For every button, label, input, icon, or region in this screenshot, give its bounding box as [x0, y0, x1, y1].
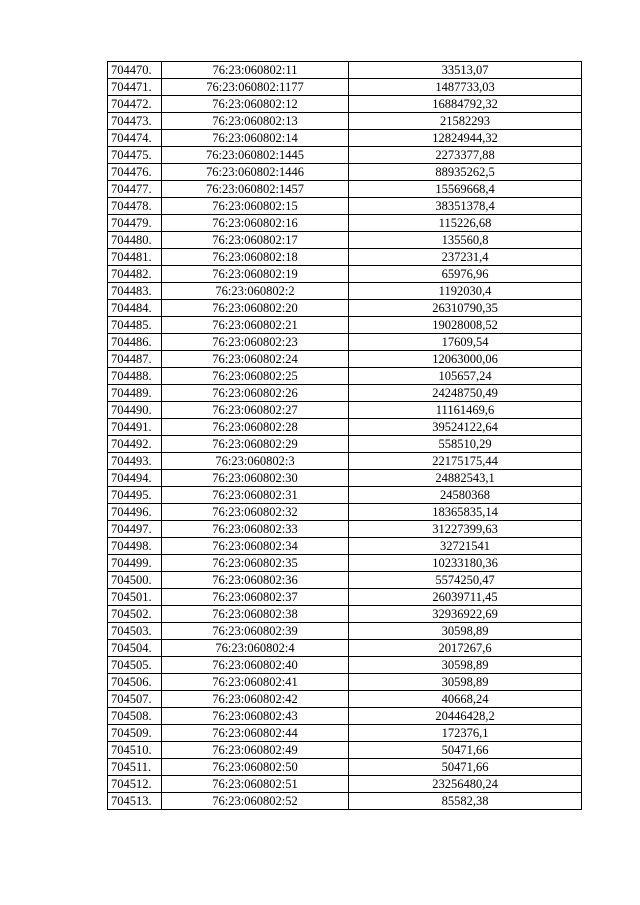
table-row — [108, 232, 582, 249]
row-number-cell: 704500. — [108, 572, 162, 589]
value-cell: 17609,54 — [349, 334, 582, 351]
row-number-cell: 704491. — [108, 419, 162, 436]
cadastral-number-cell: 76:23:060802:20 — [162, 300, 349, 317]
value-cell: 105657,24 — [349, 368, 582, 385]
table-row — [108, 453, 582, 470]
value-cell: 26039711,45 — [349, 589, 582, 606]
cadastral-number-cell: 76:23:060802:43 — [162, 708, 349, 725]
row-number-cell: 704507. — [108, 691, 162, 708]
row-number-cell: 704493. — [108, 453, 162, 470]
value-cell: 30598,89 — [349, 674, 582, 691]
cadastral-number-cell: 76:23:060802:15 — [162, 198, 349, 215]
cadastral-number-cell: 76:23:060802:18 — [162, 249, 349, 266]
cadastral-number-cell: 76:23:060802:21 — [162, 317, 349, 334]
value-cell: 2273377,88 — [349, 147, 582, 164]
cadastral-number-cell: 76:23:060802:23 — [162, 334, 349, 351]
table-row — [108, 215, 582, 232]
value-cell: 30598,89 — [349, 623, 582, 640]
cadastral-number-cell: 76:23:060802:4 — [162, 640, 349, 657]
value-cell: 135560,8 — [349, 232, 582, 249]
row-number-cell: 704477. — [108, 181, 162, 198]
row-number-cell: 704492. — [108, 436, 162, 453]
cadastral-number-cell: 76:23:060802:31 — [162, 487, 349, 504]
cadastral-number-cell: 76:23:060802:16 — [162, 215, 349, 232]
table-row — [108, 62, 582, 79]
table-row — [108, 300, 582, 317]
row-number-cell: 704511. — [108, 759, 162, 776]
value-cell: 20446428,2 — [349, 708, 582, 725]
value-cell: 24580368 — [349, 487, 582, 504]
row-number-cell: 704479. — [108, 215, 162, 232]
row-number-cell: 704503. — [108, 623, 162, 640]
value-cell: 31227399,63 — [349, 521, 582, 538]
cadastral-number-cell: 76:23:060802:36 — [162, 572, 349, 589]
table-row — [108, 181, 582, 198]
cadastral-number-cell: 76:23:060802:25 — [162, 368, 349, 385]
value-cell: 18365835,14 — [349, 504, 582, 521]
row-number-cell: 704484. — [108, 300, 162, 317]
table-row — [108, 113, 582, 130]
value-cell: 65976,96 — [349, 266, 582, 283]
row-number-cell: 704509. — [108, 725, 162, 742]
row-number-cell: 704472. — [108, 96, 162, 113]
table-row — [108, 402, 582, 419]
value-cell: 21582293 — [349, 113, 582, 130]
row-number-cell: 704487. — [108, 351, 162, 368]
table-row — [108, 793, 582, 810]
table-row — [108, 776, 582, 793]
row-number-cell: 704482. — [108, 266, 162, 283]
row-number-cell: 704512. — [108, 776, 162, 793]
value-cell: 33513,07 — [349, 62, 582, 79]
cadastral-number-cell: 76:23:060802:26 — [162, 385, 349, 402]
table-row — [108, 691, 582, 708]
cadastral-number-cell: 76:23:060802:19 — [162, 266, 349, 283]
cadastral-number-cell: 76:23:060802:14 — [162, 130, 349, 147]
row-number-cell: 704490. — [108, 402, 162, 419]
value-cell: 2017267,6 — [349, 640, 582, 657]
value-cell: 24248750,49 — [349, 385, 582, 402]
row-number-cell: 704478. — [108, 198, 162, 215]
value-cell: 12063000,06 — [349, 351, 582, 368]
table-row — [108, 470, 582, 487]
row-number-cell: 704473. — [108, 113, 162, 130]
table-row — [108, 147, 582, 164]
table-row — [108, 130, 582, 147]
cadastral-number-cell: 76:23:060802:13 — [162, 113, 349, 130]
cadastral-number-cell: 76:23:060802:1446 — [162, 164, 349, 181]
table-row — [108, 572, 582, 589]
row-number-cell: 704486. — [108, 334, 162, 351]
value-cell: 39524122,64 — [349, 419, 582, 436]
table-row — [108, 708, 582, 725]
table-row — [108, 249, 582, 266]
row-number-cell: 704502. — [108, 606, 162, 623]
row-number-cell: 704474. — [108, 130, 162, 147]
value-cell: 50471,66 — [349, 759, 582, 776]
cadastral-number-cell: 76:23:060802:51 — [162, 776, 349, 793]
cadastral-number-cell: 76:23:060802:3 — [162, 453, 349, 470]
row-number-cell: 704476. — [108, 164, 162, 181]
table-row — [108, 334, 582, 351]
table-row — [108, 487, 582, 504]
cadastral-number-cell: 76:23:060802:49 — [162, 742, 349, 759]
table-row — [108, 555, 582, 572]
row-number-cell: 704470. — [108, 62, 162, 79]
table-row — [108, 742, 582, 759]
row-number-cell: 704510. — [108, 742, 162, 759]
table-row — [108, 725, 582, 742]
cadastral-number-cell: 76:23:060802:40 — [162, 657, 349, 674]
row-number-cell: 704485. — [108, 317, 162, 334]
value-cell: 88935262,5 — [349, 164, 582, 181]
row-number-cell: 704494. — [108, 470, 162, 487]
row-number-cell: 704497. — [108, 521, 162, 538]
cadastral-number-cell: 76:23:060802:44 — [162, 725, 349, 742]
cadastral-number-cell: 76:23:060802:11 — [162, 62, 349, 79]
value-cell: 1487733,03 — [349, 79, 582, 96]
table-row — [108, 538, 582, 555]
row-number-cell: 704496. — [108, 504, 162, 521]
cadastral-number-cell: 76:23:060802:33 — [162, 521, 349, 538]
value-cell: 26310790,35 — [349, 300, 582, 317]
value-cell: 50471,66 — [349, 742, 582, 759]
value-cell: 115226,68 — [349, 215, 582, 232]
row-number-cell: 704505. — [108, 657, 162, 674]
cadastral-number-cell: 76:23:060802:17 — [162, 232, 349, 249]
cadastral-number-cell: 76:23:060802:35 — [162, 555, 349, 572]
value-cell: 38351378,4 — [349, 198, 582, 215]
value-cell: 16884792,32 — [349, 96, 582, 113]
table-row — [108, 674, 582, 691]
table-row — [108, 317, 582, 334]
row-number-cell: 704499. — [108, 555, 162, 572]
table-row — [108, 283, 582, 300]
value-cell: 5574250,47 — [349, 572, 582, 589]
cadastral-number-cell: 76:23:060802:28 — [162, 419, 349, 436]
cadastral-value-table — [107, 61, 582, 810]
cadastral-number-cell: 76:23:060802:42 — [162, 691, 349, 708]
row-number-cell: 704471. — [108, 79, 162, 96]
table-row — [108, 385, 582, 402]
table-row — [108, 606, 582, 623]
value-cell: 19028008,52 — [349, 317, 582, 334]
value-cell: 32936922,69 — [349, 606, 582, 623]
table-row — [108, 521, 582, 538]
cadastral-number-cell: 76:23:060802:1457 — [162, 181, 349, 198]
value-cell: 172376,1 — [349, 725, 582, 742]
value-cell: 10233180,36 — [349, 555, 582, 572]
table-row — [108, 79, 582, 96]
table-row — [108, 368, 582, 385]
table-row — [108, 96, 582, 113]
cadastral-number-cell: 76:23:060802:37 — [162, 589, 349, 606]
row-number-cell: 704506. — [108, 674, 162, 691]
row-number-cell: 704508. — [108, 708, 162, 725]
table-row — [108, 759, 582, 776]
cadastral-number-cell: 76:23:060802:38 — [162, 606, 349, 623]
row-number-cell: 704504. — [108, 640, 162, 657]
value-cell: 30598,89 — [349, 657, 582, 674]
value-cell: 237231,4 — [349, 249, 582, 266]
value-cell: 11161469,6 — [349, 402, 582, 419]
row-number-cell: 704501. — [108, 589, 162, 606]
cadastral-number-cell: 76:23:060802:34 — [162, 538, 349, 555]
value-cell: 32721541 — [349, 538, 582, 555]
cadastral-number-cell: 76:23:060802:32 — [162, 504, 349, 521]
row-number-cell: 704488. — [108, 368, 162, 385]
row-number-cell: 704489. — [108, 385, 162, 402]
value-cell: 85582,38 — [349, 793, 582, 810]
cadastral-number-cell: 76:23:060802:29 — [162, 436, 349, 453]
cadastral-number-cell: 76:23:060802:50 — [162, 759, 349, 776]
value-cell: 22175175,44 — [349, 453, 582, 470]
row-number-cell: 704498. — [108, 538, 162, 555]
row-number-cell: 704475. — [108, 147, 162, 164]
value-cell: 12824944,32 — [349, 130, 582, 147]
cadastral-number-cell: 76:23:060802:2 — [162, 283, 349, 300]
table-row — [108, 436, 582, 453]
table-row — [108, 419, 582, 436]
value-cell: 23256480,24 — [349, 776, 582, 793]
table-row — [108, 198, 582, 215]
row-number-cell: 704480. — [108, 232, 162, 249]
table-row — [108, 657, 582, 674]
value-cell: 24882543,1 — [349, 470, 582, 487]
value-cell: 558510,29 — [349, 436, 582, 453]
value-cell: 40668,24 — [349, 691, 582, 708]
value-cell: 15569668,4 — [349, 181, 582, 198]
table-row — [108, 504, 582, 521]
cadastral-number-cell: 76:23:060802:1445 — [162, 147, 349, 164]
table-row — [108, 640, 582, 657]
row-number-cell: 704481. — [108, 249, 162, 266]
row-number-cell: 704483. — [108, 283, 162, 300]
value-cell: 1192030,4 — [349, 283, 582, 300]
table-row — [108, 623, 582, 640]
cadastral-number-cell: 76:23:060802:30 — [162, 470, 349, 487]
table-row — [108, 164, 582, 181]
table-row — [108, 266, 582, 283]
cadastral-number-cell: 76:23:060802:24 — [162, 351, 349, 368]
row-number-cell: 704495. — [108, 487, 162, 504]
cadastral-number-cell: 76:23:060802:52 — [162, 793, 349, 810]
table-body — [108, 62, 582, 810]
cadastral-number-cell: 76:23:060802:41 — [162, 674, 349, 691]
cadastral-number-cell: 76:23:060802:1177 — [162, 79, 349, 96]
table-row — [108, 589, 582, 606]
row-number-cell: 704513. — [108, 793, 162, 810]
table-row — [108, 351, 582, 368]
cadastral-number-cell: 76:23:060802:12 — [162, 96, 349, 113]
cadastral-number-cell: 76:23:060802:39 — [162, 623, 349, 640]
cadastral-number-cell: 76:23:060802:27 — [162, 402, 349, 419]
